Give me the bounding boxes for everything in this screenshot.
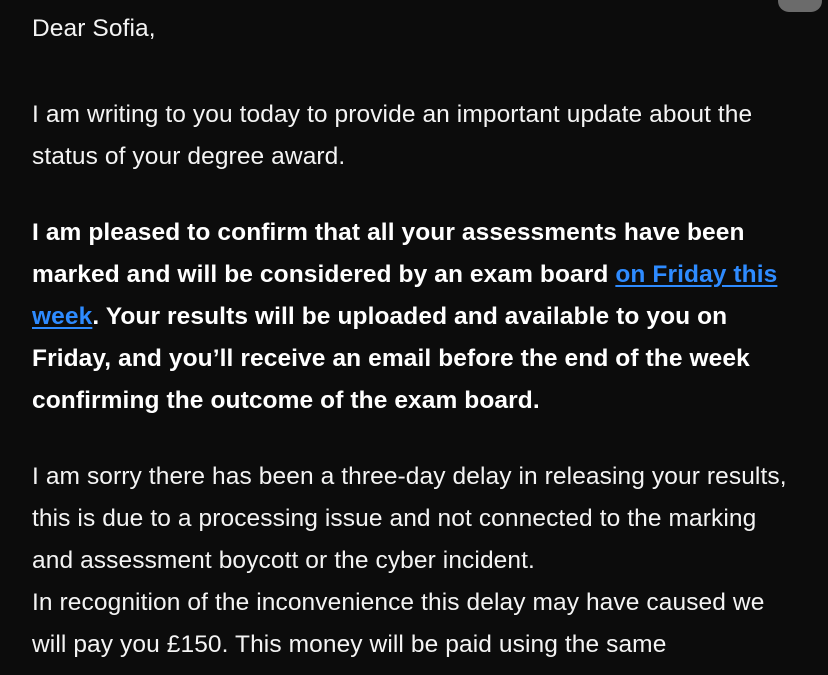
paragraph-confirmation bbox=[32, 212, 794, 422]
paragraph-compensation: In recognition of the inconvenience this delay may have caused we will pay you £150. This money will be paid using the same bbox=[32, 589, 765, 658]
scrollbar-thumb[interactable] bbox=[778, 0, 822, 12]
paragraph-apology: I am sorry there has been a three-day delay in releasing your results, this is due to a processing issue and not connected to the marking and assessment boycott or the cyber incident. bbox=[32, 463, 787, 574]
confirmation-text-after-link: . Your results will be uploaded and available to you on Friday, and you’ll receive an email before the end of the week confirming the outcome of the exam board. bbox=[32, 303, 750, 414]
exam-board-date-link[interactable]: on Friday this week bbox=[32, 261, 778, 330]
email-body bbox=[32, 0, 794, 666]
confirmation-text-before-link: I am pleased to confirm that all your assessments have been marked and will be considered by an exam board bbox=[32, 219, 745, 288]
paragraph-intro: I am writing to you today to provide an important update about the status of your degree award. bbox=[32, 101, 753, 170]
email-salutation: Dear Sofia, bbox=[32, 15, 156, 42]
vertical-scrollbar[interactable] bbox=[800, 0, 828, 675]
